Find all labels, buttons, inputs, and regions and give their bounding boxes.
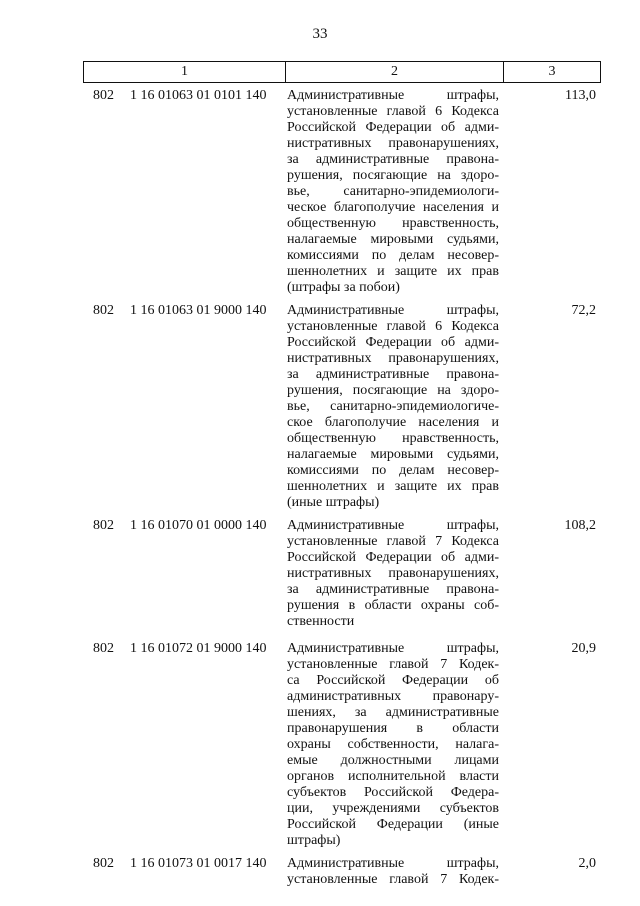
table-row: [0, 303, 640, 511]
budget-code-cell: 1 16 01072 01 9000 140: [130, 641, 267, 656]
description-cell: [287, 303, 499, 511]
description-line: (штрафы за побои): [287, 280, 400, 295]
table-row: [0, 88, 640, 296]
description-line: рушения, посягающие на здоро-: [287, 168, 499, 183]
description-line: са Российской Федерации об: [287, 673, 499, 688]
table-header-col-3: 3: [503, 62, 600, 82]
description-cell: [287, 518, 499, 630]
description-line: нистративных правонарушениях,: [287, 566, 499, 581]
description-line: шеннолетних и защите их прав: [287, 264, 499, 279]
amount-cell: 20,9: [571, 641, 596, 656]
description-line: установленные главой 7 Кодекса: [287, 534, 499, 549]
description-line: установленные главой 7 Кодек-: [287, 657, 499, 672]
admin-code-cell: 802: [93, 856, 114, 871]
description-line: установленные главой 6 Кодекса: [287, 104, 499, 119]
budget-code-cell: 1 16 01073 01 0017 140: [130, 856, 267, 871]
description-line: Административные штрафы,: [287, 303, 499, 318]
table-header-col-1: 1: [181, 64, 188, 79]
description-line: за административные правона-: [287, 152, 499, 167]
description-line: за административные правона-: [287, 367, 499, 382]
description-line: нистративных правонарушениях,: [287, 136, 499, 151]
admin-code-cell: 802: [93, 303, 114, 318]
description-line: шениях, за административные: [287, 705, 499, 720]
description-line: Административные штрафы,: [287, 88, 499, 103]
description-line: ское благополучие населения и: [287, 415, 499, 430]
description-line: (иные штрафы): [287, 495, 380, 510]
description-line: общественную нравственность,: [287, 431, 499, 446]
description-line: штрафы): [287, 833, 341, 848]
description-line: вье, санитарно-эпидемиологи-: [287, 184, 499, 199]
table-row: [0, 518, 640, 630]
description-line: ческое благополучие населения и: [287, 200, 499, 215]
amount-cell: 72,2: [571, 303, 596, 318]
admin-code-cell: 802: [93, 518, 114, 533]
description-line: за административные правона-: [287, 582, 499, 597]
description-line: органов исполнительной власти: [287, 769, 499, 784]
admin-code-cell: 802: [93, 88, 114, 103]
budget-code-cell: 1 16 01063 01 0101 140: [130, 88, 267, 103]
description-line: шеннолетних и защите их прав: [287, 479, 499, 494]
description-line: Административные штрафы,: [287, 641, 499, 656]
description-line: Административные штрафы,: [287, 518, 499, 533]
table-header: [83, 61, 601, 83]
table-row: [0, 641, 640, 849]
description-line: ции, учреждениями субъектов: [287, 801, 499, 816]
description-line: комиссиями по делам несовер-: [287, 463, 499, 478]
description-cell: [287, 88, 499, 296]
description-line: рушения, посягающие на здоро-: [287, 383, 499, 398]
amount-cell: 108,2: [564, 518, 596, 533]
table-header-col-2: 2: [285, 62, 503, 82]
description-line: субъектов Российской Федера-: [287, 785, 499, 800]
description-line: охраны собственности, налага-: [287, 737, 499, 752]
description-line: Российской Федерации об адми-: [287, 550, 499, 565]
budget-code-cell: 1 16 01063 01 9000 140: [130, 303, 267, 318]
description-line: Административные штрафы,: [287, 856, 499, 871]
description-line: налагаемые мировыми судьями,: [287, 447, 499, 462]
budget-code-cell: 1 16 01070 01 0000 140: [130, 518, 267, 533]
description-line: Российской Федерации (иные: [287, 817, 499, 832]
amount-cell: 2,0: [578, 856, 596, 871]
table-body: [0, 88, 640, 888]
table-row: [0, 856, 640, 888]
amount-cell: 113,0: [565, 88, 596, 103]
description-line: комиссиями по делам несовер-: [287, 248, 499, 263]
description-line: нистративных правонарушениях,: [287, 351, 499, 366]
description-line: налагаемые мировыми судьями,: [287, 232, 499, 247]
description-cell: [287, 641, 499, 849]
description-line: рушения в области охраны соб-: [287, 598, 499, 613]
description-line: правонарушения в области: [287, 721, 499, 736]
description-line: установленные главой 6 Кодекса: [287, 319, 499, 334]
description-line: Российской Федерации об адми-: [287, 120, 499, 135]
description-line: установленные главой 7 Кодек-: [287, 872, 499, 887]
description-line: административных правонару-: [287, 689, 499, 704]
description-line: вье, санитарно-эпидемиологиче-: [287, 399, 499, 414]
admin-code-cell: 802: [93, 641, 114, 656]
description-line: общественную нравственность,: [287, 216, 499, 231]
description-line: Российской Федерации об адми-: [287, 335, 499, 350]
description-line: емые должностными лицами: [287, 753, 499, 768]
description-cell: [287, 856, 499, 888]
page-number: 33: [312, 26, 328, 42]
description-line: ственности: [287, 614, 355, 629]
